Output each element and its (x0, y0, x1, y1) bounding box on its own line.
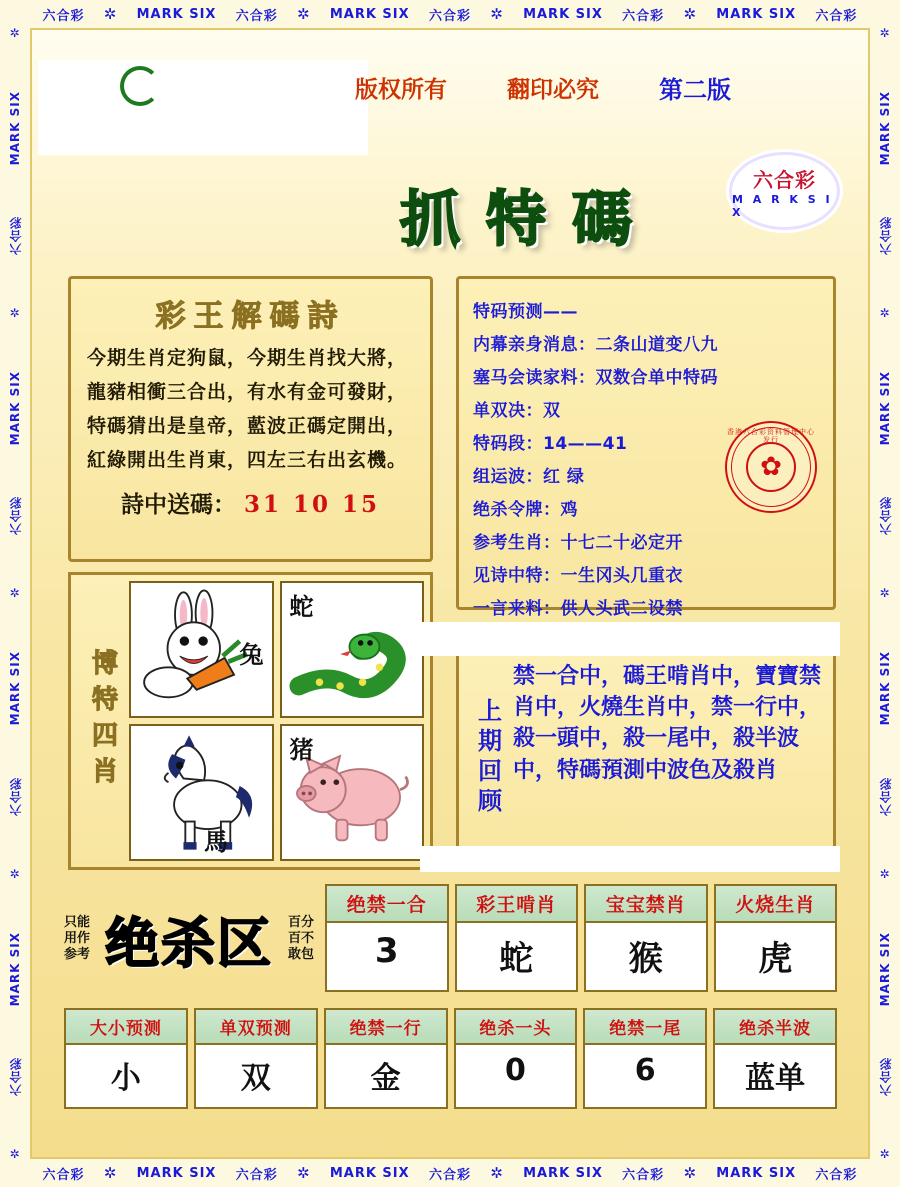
flower-icon: ✲ (490, 5, 504, 23)
prediction-label: 绝禁一尾 (585, 1010, 705, 1045)
white-gap-bottom (420, 846, 840, 872)
border-text-en-4: MARK SIX (8, 931, 22, 1007)
flower-icon: ✲ (103, 1164, 118, 1182)
prediction-cell[interactable] (64, 1008, 188, 1109)
border-text-cn-3: 六合彩 (878, 776, 893, 816)
forecast-title: 特码预测—— (473, 302, 578, 322)
zodiac-cell-horse (129, 724, 274, 861)
prediction-value: 双 (196, 1045, 316, 1107)
border-text-cn-5: 六合彩 (815, 1167, 858, 1183)
zodiac-label: 馬 (204, 828, 229, 856)
border-text-en-3: MARK SIX (523, 6, 603, 22)
logo-text-cn: 六合彩 (753, 167, 816, 192)
horse-icon (131, 726, 272, 859)
killzone-right-note: 百分百不敢包 (288, 914, 315, 963)
flower-icon: ✲ (296, 5, 311, 23)
border-text-cn-4: 六合彩 (622, 8, 665, 24)
official-seal (725, 421, 817, 513)
forecast-item: 特码段：14——41 (473, 434, 628, 454)
zodiac-panel (68, 572, 433, 870)
border-text-en-1: MARK SIX (8, 90, 22, 165)
marksix-logo (729, 152, 840, 230)
border-text-cn-1: 六合彩 (878, 215, 893, 255)
border-text-en-2: MARK SIX (329, 6, 410, 22)
flower-icon: ✲ (879, 305, 891, 320)
review-side-label: 上期回顾 (473, 698, 502, 818)
poem-title: 彩王解碼詩 (155, 299, 346, 334)
zodiac-label: 蛇 (289, 593, 314, 621)
bauhinia-icon: ✿ (746, 442, 796, 492)
zodiac-label: 猪 (289, 736, 314, 764)
flower-icon: ✲ (683, 1164, 698, 1182)
poem-line: 特碼猜出是皇帝，藍波正碼定開出， (87, 415, 408, 437)
prediction-cell[interactable] (584, 884, 708, 992)
border-band-left (0, 0, 30, 1187)
border-text-cn-1: 六合彩 (8, 215, 23, 255)
forecast-item: 单双决：双 (473, 401, 561, 421)
review-text: 禁一合中，碼王啃肖中，寶寶禁肖中，火燒生肖中，禁一行中，殺一頭中，殺一尾中，殺半波中，特碼預測中波色及殺肖 (513, 664, 822, 783)
prediction-label: 大小预测 (66, 1010, 186, 1045)
review-side-label-wrap (465, 657, 511, 859)
header-copyright (355, 70, 835, 105)
border-text-cn-1: 六合彩 (42, 8, 85, 24)
border-text-cn-1: 六合彩 (42, 1167, 85, 1183)
white-gap-top (420, 622, 840, 656)
poem-numbers-value: 31 10 15 (243, 491, 381, 518)
border-text-en-3: MARK SIX (878, 651, 892, 726)
page-title: 抓特碼 (400, 185, 658, 255)
zodiac-side-label-wrap (77, 581, 129, 861)
prediction-value: 蛇 (457, 923, 577, 990)
border-text-en-4: MARK SIX (716, 1165, 797, 1181)
prediction-label: 火烧生肖 (716, 886, 836, 923)
border-text-en-4: MARK SIX (716, 6, 797, 22)
prediction-value: 金 (326, 1045, 446, 1107)
border-text-en-2: MARK SIX (8, 371, 22, 446)
flower-icon: ✲ (879, 1147, 891, 1162)
predictions-row-2 (64, 1008, 837, 1109)
border-text-cn-4: 六合彩 (8, 1057, 23, 1097)
flower-icon: ✲ (879, 586, 891, 601)
border-text-en-1: MARK SIX (136, 6, 217, 22)
flower-icon: ✲ (490, 1164, 504, 1182)
poem-numbers-label: 詩中送碼： (120, 491, 236, 518)
swirl-icon (120, 66, 160, 106)
border-text-cn-3: 六合彩 (428, 8, 471, 24)
forecast-item: 参考生肖：十七二十必定开 (473, 533, 683, 553)
header-blank-area (38, 60, 368, 155)
prediction-value: 0 (456, 1045, 576, 1098)
prediction-value: 蓝单 (715, 1045, 835, 1107)
forecast-item: 内幕亲身消息：二条山道变八九 (473, 335, 718, 355)
border-text-cn-2: 六合彩 (878, 496, 893, 536)
prediction-cell[interactable] (325, 884, 449, 992)
prediction-cell[interactable] (583, 1008, 707, 1109)
border-band-bottom (0, 1159, 900, 1187)
prediction-label: 绝禁一行 (326, 1010, 446, 1045)
flower-icon: ✲ (9, 586, 21, 601)
zodiac-label: 兔 (239, 641, 264, 669)
prediction-value: 虎 (716, 923, 836, 990)
border-text-cn-2: 六合彩 (235, 1167, 278, 1183)
poem-panel (68, 276, 433, 562)
border-text-cn-3: 六合彩 (8, 776, 23, 816)
forecast-item: 塞马会读家料：双数合单中特码 (473, 368, 718, 388)
prediction-label: 宝宝禁肖 (586, 886, 706, 923)
flower-icon: ✲ (9, 866, 21, 881)
prediction-label: 彩王啃肖 (457, 886, 577, 923)
prediction-label: 绝杀一头 (456, 1010, 576, 1045)
poem-line: 龍豬相衝三合出，有水有金可發財， (87, 381, 408, 403)
edition-label: 第二版 (659, 76, 731, 104)
poem-line: 紅綠開出生肖東，四左三右出玄機。 (87, 449, 408, 471)
zodiac-grid (129, 581, 424, 861)
prediction-value: 小 (66, 1045, 186, 1107)
prediction-cell[interactable] (455, 884, 579, 992)
flower-icon: ✲ (9, 25, 21, 40)
poem-numbers-row (81, 486, 420, 519)
prediction-value: 3 (327, 923, 447, 981)
border-band-top (0, 0, 900, 28)
predictions-row-1 (325, 884, 837, 992)
border-band-right (870, 0, 900, 1187)
flower-icon: ✲ (9, 1147, 21, 1162)
flower-icon: ✲ (879, 866, 891, 881)
forecast-item: 绝杀令牌：鸡 (473, 500, 578, 520)
zodiac-cell-rabbit (129, 581, 274, 718)
prediction-cell[interactable] (324, 1008, 448, 1109)
prediction-cell[interactable] (713, 1008, 837, 1109)
border-text-cn-4: 六合彩 (622, 1167, 665, 1183)
prediction-label: 绝禁一合 (327, 886, 447, 923)
border-text-en-2: MARK SIX (878, 371, 892, 446)
logo-text-en: M A R K S I X (732, 192, 833, 219)
zodiac-cell-pig (280, 724, 425, 861)
prediction-value: 猴 (586, 923, 706, 990)
prediction-cell[interactable] (714, 884, 838, 992)
forecast-panel (456, 276, 836, 619)
prediction-value: 6 (585, 1045, 705, 1098)
border-text-en-1: MARK SIX (136, 1165, 217, 1181)
forecast-item: 一言来料：供人头武二设禁 (473, 599, 683, 619)
flower-icon: ✲ (683, 5, 698, 23)
border-text-cn-2: 六合彩 (8, 496, 23, 536)
forecast-item: 组运波：红 绿 (473, 467, 585, 487)
border-text-cn-2: 六合彩 (235, 8, 278, 24)
killzone-left-note: 只能用作参考 (64, 914, 91, 963)
border-text-en-3: MARK SIX (8, 651, 22, 726)
prediction-label: 单双预测 (196, 1010, 316, 1045)
prediction-cell[interactable] (454, 1008, 578, 1109)
zodiac-cell-snake (280, 581, 425, 718)
copyright-text-1: 版权所有 (355, 77, 447, 103)
flower-icon: ✲ (9, 305, 21, 320)
border-text-cn-3: 六合彩 (428, 1167, 471, 1183)
flower-icon: ✲ (296, 1164, 311, 1182)
prediction-cell[interactable] (194, 1008, 318, 1109)
seal-text: 香港六合彩资料管理中心发行 (727, 428, 815, 444)
flower-icon: ✲ (103, 5, 118, 23)
border-text-en-3: MARK SIX (523, 1165, 603, 1181)
border-text-en-2: MARK SIX (329, 1165, 410, 1181)
border-text-en-4: MARK SIX (878, 931, 892, 1007)
killzone-title-block (64, 884, 314, 994)
poem-line: 今期生肖定狗鼠，今期生肖找大將， (87, 347, 408, 369)
killzone-title: 绝杀区 (105, 911, 273, 975)
prediction-label: 绝杀半波 (715, 1010, 835, 1045)
border-text-cn-4: 六合彩 (878, 1057, 893, 1097)
border-text-cn-5: 六合彩 (815, 8, 858, 24)
flower-icon: ✲ (879, 25, 891, 40)
zodiac-side-label: 博特四肖 (87, 649, 118, 793)
review-panel (456, 648, 836, 868)
border-text-en-1: MARK SIX (878, 90, 892, 165)
forecast-item: 见诗中特：一生冈头几重衣 (473, 566, 683, 586)
copyright-text-2: 翻印必究 (507, 77, 599, 103)
